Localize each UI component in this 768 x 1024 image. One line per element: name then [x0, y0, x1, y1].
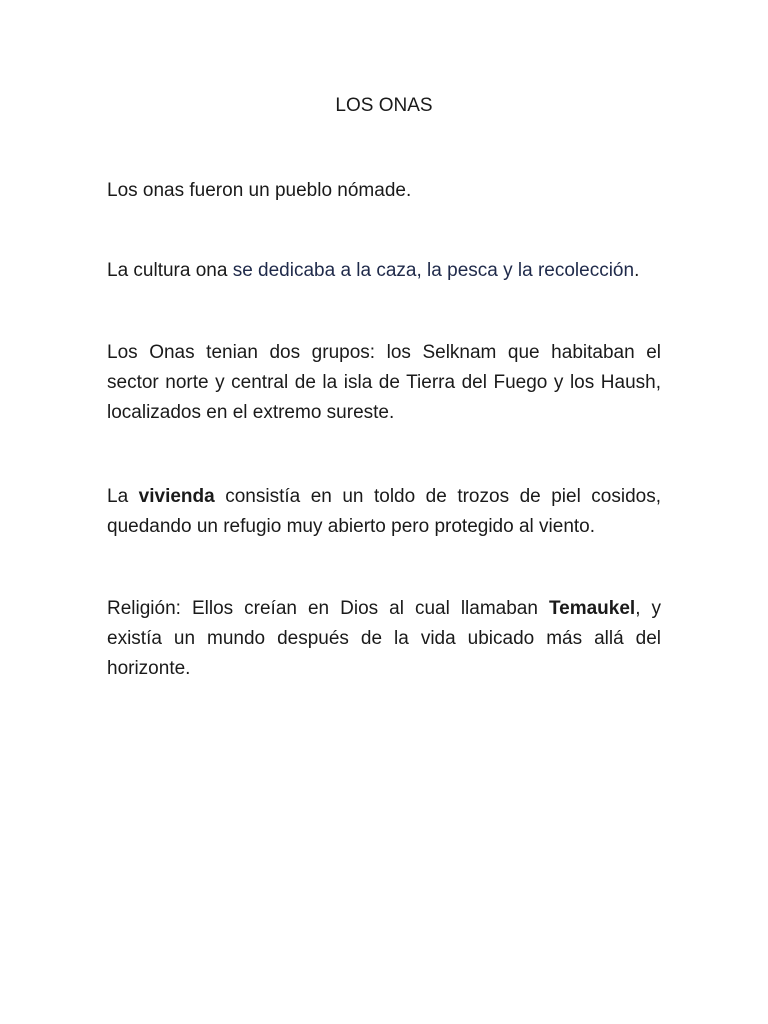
paragraph-religion [107, 594, 661, 684]
paragraph-housing-suffix: consistía en un toldo de trozos de piel cosidos, quedando un refugio muy abierto pero protegido al viento. [107, 486, 661, 537]
paragraph-housing-bold: vivienda [138, 486, 215, 507]
paragraph-culture [107, 256, 661, 286]
paragraph-religion-suffix: , y existía un mundo después de la vida ubicado más allá del horizonte. [107, 598, 661, 679]
paragraph-housing-prefix: La [107, 486, 139, 507]
paragraph-groups: Los Onas tenian dos grupos: los Selknam que habitaban el sector norte y central de la isla de Tierra del Fuego y los Haush, localizados en el extremo sureste. [107, 342, 661, 423]
paragraph-culture-suffix: . [634, 260, 640, 281]
paragraph-culture-highlight: se dedicaba a la caza, la pesca y la recolección [232, 260, 635, 281]
paragraph-nomad: Los onas fueron un pueblo nómade. [107, 180, 412, 201]
document-title: LOS ONAS [335, 95, 433, 116]
paragraph-religion-prefix: Religión: Ellos creían en Dios al cual llamaban [107, 598, 549, 619]
paragraph-religion-bold: Temaukel [548, 598, 636, 619]
paragraph-culture-prefix: La cultura ona [107, 260, 233, 281]
paragraph-housing [107, 482, 661, 542]
